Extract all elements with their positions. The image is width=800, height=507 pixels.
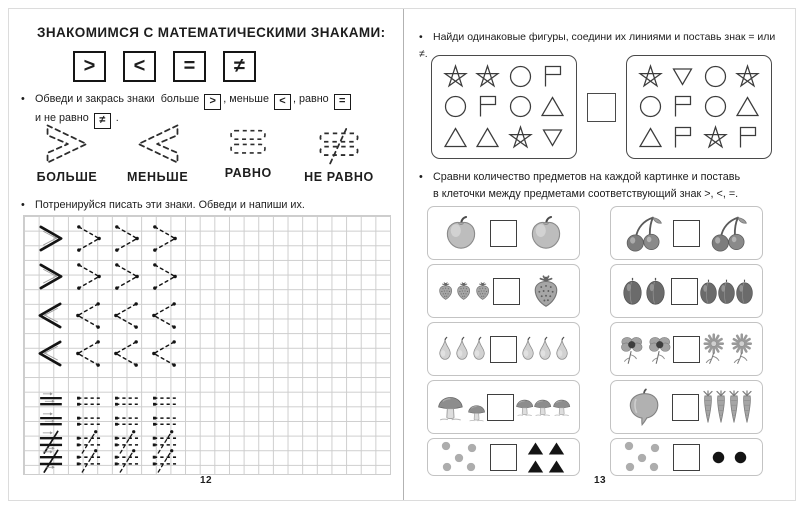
plum-icon bbox=[734, 278, 755, 305]
mushroom-icon bbox=[435, 391, 466, 424]
flag-shape-icon bbox=[474, 93, 501, 120]
shape-row bbox=[637, 93, 761, 120]
dashed-equal-glyph bbox=[75, 412, 102, 428]
dashed-greater-glyph bbox=[151, 224, 178, 253]
task-compare-quantities bbox=[419, 169, 789, 203]
triangles-grid bbox=[527, 441, 565, 474]
items-group bbox=[435, 336, 489, 362]
carrot-icon bbox=[739, 390, 755, 424]
flag-shape-icon bbox=[669, 124, 696, 151]
cherries-icon bbox=[623, 213, 666, 253]
items-group bbox=[703, 451, 755, 464]
practice-row[interactable] bbox=[37, 412, 178, 428]
dashed-greater-glyph bbox=[113, 262, 140, 291]
circle-shape-icon bbox=[507, 63, 534, 90]
inline-symbol-box: < bbox=[274, 94, 291, 110]
compare-column bbox=[610, 206, 763, 476]
star-shape-icon bbox=[507, 124, 534, 151]
answer-box[interactable] bbox=[490, 220, 517, 247]
answer-box[interactable] bbox=[493, 278, 520, 305]
triangle-shape-icon bbox=[539, 93, 566, 120]
star-shape-icon bbox=[637, 63, 664, 90]
answer-box[interactable] bbox=[487, 394, 514, 421]
traced-sign-label: РАВНО bbox=[224, 166, 272, 180]
compare-row bbox=[610, 438, 763, 476]
shape-box-left bbox=[431, 55, 577, 159]
dashed-not-equal-glyph bbox=[113, 449, 140, 474]
compare-column bbox=[427, 206, 580, 476]
black-triangle-icon bbox=[527, 459, 544, 474]
mushroom-icon bbox=[466, 401, 487, 424]
dashed-less-glyph bbox=[113, 301, 140, 330]
items-group bbox=[514, 394, 572, 420]
shapes-comparison bbox=[431, 55, 772, 159]
dashed-equal-glyph bbox=[113, 412, 140, 428]
compare-row bbox=[610, 380, 763, 434]
practice-row[interactable] bbox=[37, 392, 178, 408]
book-spread bbox=[8, 8, 796, 501]
items-group bbox=[435, 214, 487, 252]
compare-row bbox=[427, 206, 580, 260]
answer-box[interactable] bbox=[673, 220, 700, 247]
gray-dot-icon bbox=[466, 462, 476, 472]
traced-sign[interactable] bbox=[295, 121, 383, 184]
pear-icon bbox=[552, 336, 572, 362]
daisy-icon bbox=[728, 332, 756, 367]
items-group bbox=[435, 391, 487, 424]
flag-shape-icon bbox=[734, 124, 761, 151]
items-group bbox=[435, 441, 487, 473]
poppy-icon bbox=[618, 332, 646, 367]
dashed-equal-glyph bbox=[151, 392, 178, 408]
dashed-less-glyph bbox=[75, 339, 102, 368]
turnip-icon bbox=[625, 388, 663, 426]
star-shape-icon bbox=[474, 63, 501, 90]
practice-row[interactable] bbox=[37, 301, 178, 330]
answer-box[interactable] bbox=[673, 444, 700, 471]
traced-not-equal-icon bbox=[312, 121, 366, 167]
gray-dot-icon bbox=[454, 453, 464, 463]
inline-symbol-box: > bbox=[204, 94, 221, 110]
dots-quincunx bbox=[439, 441, 483, 473]
items-group bbox=[700, 390, 755, 424]
gray-dot-icon bbox=[441, 441, 451, 451]
page-number-left: 12 bbox=[199, 475, 213, 486]
dashed-equal-glyph bbox=[113, 392, 140, 408]
dashed-equal-glyph bbox=[151, 412, 178, 428]
gray-dot-icon bbox=[624, 441, 634, 451]
dashed-less-glyph bbox=[113, 339, 140, 368]
items-group bbox=[520, 272, 572, 310]
daisy-icon bbox=[700, 332, 728, 367]
symbol-box: < bbox=[123, 51, 156, 82]
flag-shape-icon bbox=[669, 93, 696, 120]
circle-shape-icon bbox=[637, 93, 664, 120]
triangle-shape-icon bbox=[474, 124, 501, 151]
page-number-right: 13 bbox=[593, 475, 607, 486]
triangle-shape-icon bbox=[637, 124, 664, 151]
shape-row bbox=[442, 93, 566, 120]
task-text: Найди одинаковые фигуры, соедини их линиями и поставь знак = или ≠. bbox=[419, 31, 776, 60]
dashed-greater-glyph bbox=[151, 262, 178, 291]
inline-symbol-box: ≠ bbox=[94, 113, 111, 129]
traced-sign[interactable] bbox=[23, 121, 111, 184]
items-group bbox=[703, 213, 755, 253]
black-triangle-icon bbox=[527, 441, 544, 456]
triangle-shape-icon bbox=[734, 93, 761, 120]
task-practice bbox=[21, 197, 395, 214]
compare-row bbox=[427, 438, 580, 476]
triangle-down-shape-icon bbox=[539, 124, 566, 151]
solid-greater-glyph bbox=[37, 262, 64, 291]
black-triangle-icon bbox=[548, 441, 565, 456]
page-gutter-divider bbox=[403, 9, 404, 500]
compare-rows bbox=[427, 206, 763, 476]
solid-equal-glyph bbox=[37, 392, 64, 408]
items-group bbox=[520, 214, 572, 252]
page-left bbox=[9, 9, 403, 500]
symbol-boxes bbox=[73, 51, 256, 82]
traced-equal-icon bbox=[222, 121, 274, 163]
task-text: , равно bbox=[292, 93, 332, 105]
pear-icon bbox=[469, 336, 489, 362]
task-text: и не равно bbox=[35, 112, 92, 124]
compare-row bbox=[427, 322, 580, 376]
black-dot-icon bbox=[712, 451, 725, 464]
black-dot-icon bbox=[734, 451, 747, 464]
gray-dot-icon bbox=[625, 462, 635, 472]
traced-less-icon bbox=[130, 121, 186, 167]
circle-shape-icon bbox=[702, 93, 729, 120]
triangle-shape-icon bbox=[442, 124, 469, 151]
shape-box-right bbox=[626, 55, 772, 159]
answer-box[interactable] bbox=[490, 336, 517, 363]
traced-signs-row bbox=[23, 121, 383, 184]
bullet-icon: • bbox=[419, 171, 423, 183]
dots-quincunx bbox=[622, 441, 666, 473]
items-group bbox=[618, 441, 670, 473]
dashed-greater-glyph bbox=[75, 262, 102, 291]
task-text-line1: Сравни количество предметов на каждой картинке и поставь bbox=[433, 171, 741, 183]
shape-row bbox=[442, 63, 566, 90]
dashed-less-glyph bbox=[151, 339, 178, 368]
solid-not-equal-glyph bbox=[37, 449, 64, 474]
dashed-less-glyph bbox=[151, 301, 178, 330]
gray-dot-icon bbox=[649, 462, 659, 472]
practice-row[interactable] bbox=[37, 449, 178, 474]
answer-box[interactable] bbox=[673, 336, 700, 363]
apple-icon bbox=[442, 214, 480, 252]
compare-row bbox=[427, 264, 580, 318]
star-shape-icon bbox=[702, 124, 729, 151]
answer-box[interactable] bbox=[671, 278, 698, 305]
circle-shape-icon bbox=[702, 63, 729, 90]
inline-symbol-box: = bbox=[334, 94, 351, 110]
symbol-box: > bbox=[73, 51, 106, 82]
bullet-icon: • bbox=[21, 93, 25, 105]
dashed-less-glyph bbox=[75, 301, 102, 330]
symbol-box: ≠ bbox=[223, 51, 256, 82]
poppy-icon bbox=[646, 332, 674, 367]
dashed-greater-glyph bbox=[113, 224, 140, 253]
star-shape-icon bbox=[442, 63, 469, 90]
answer-box[interactable] bbox=[490, 444, 517, 471]
dashed-equal-glyph bbox=[75, 392, 102, 408]
items-group bbox=[618, 276, 670, 306]
practice-writing-grid[interactable] bbox=[23, 215, 391, 475]
practice-row[interactable] bbox=[37, 262, 178, 291]
shape-row bbox=[442, 124, 566, 151]
black-triangle-icon bbox=[548, 459, 565, 474]
task-text: Обведи и закрась знаки больше bbox=[35, 93, 203, 105]
page-right bbox=[405, 9, 795, 500]
items-group bbox=[700, 332, 755, 367]
star-shape-icon bbox=[734, 63, 761, 90]
compare-row bbox=[427, 380, 580, 434]
traced-sign-label: МЕНЬШЕ bbox=[127, 170, 189, 184]
gray-dot-icon bbox=[650, 443, 660, 453]
plum-icon bbox=[644, 276, 667, 306]
items-group bbox=[518, 336, 572, 362]
bullet-icon: • bbox=[21, 199, 25, 211]
practice-row[interactable] bbox=[37, 339, 178, 368]
symbol-box: = bbox=[173, 51, 206, 82]
mushroom-icon bbox=[551, 394, 572, 420]
compare-row bbox=[610, 322, 763, 376]
items-group bbox=[435, 278, 493, 304]
items-group bbox=[618, 332, 673, 367]
gray-dot-icon bbox=[442, 462, 452, 472]
traced-greater-icon bbox=[39, 121, 95, 167]
items-group bbox=[618, 388, 670, 426]
practice-row[interactable] bbox=[37, 224, 178, 253]
items-group bbox=[618, 213, 670, 253]
triangle-down-shape-icon bbox=[669, 63, 696, 90]
shape-row bbox=[637, 124, 761, 151]
traced-sign[interactable] bbox=[114, 121, 202, 184]
answer-box[interactable] bbox=[587, 93, 616, 122]
dashed-not-equal-glyph bbox=[151, 449, 178, 474]
solid-greater-glyph bbox=[37, 224, 64, 253]
solid-less-glyph bbox=[37, 339, 64, 368]
cherries-icon bbox=[708, 213, 751, 253]
circle-shape-icon bbox=[442, 93, 469, 120]
shape-row bbox=[637, 63, 761, 90]
dots-row bbox=[712, 451, 747, 464]
traced-sign-label: НЕ РАВНО bbox=[304, 170, 374, 184]
task-text: . bbox=[112, 112, 119, 124]
task-text-line2: в клеточки между предметами соответствующий знак >, <, =. bbox=[433, 188, 739, 200]
strawberry-icon bbox=[472, 278, 493, 304]
gray-dot-icon bbox=[467, 443, 477, 453]
strawberry-icon bbox=[527, 272, 565, 310]
apple-icon bbox=[527, 214, 565, 252]
plum-icon bbox=[621, 276, 644, 306]
items-group bbox=[698, 278, 755, 305]
circle-shape-icon bbox=[507, 93, 534, 120]
traced-sign[interactable] bbox=[204, 121, 292, 184]
items-group bbox=[520, 441, 572, 474]
answer-box[interactable] bbox=[672, 394, 699, 421]
task-text: Потренируйся писать эти знаки. Обведи и напиши их. bbox=[35, 199, 305, 211]
compare-row bbox=[610, 264, 763, 318]
traced-sign-label: БОЛЬШЕ bbox=[36, 170, 98, 184]
solid-equal-glyph bbox=[37, 412, 64, 428]
page-title: ЗНАКОМИМСЯ С МАТЕМАТИЧЕСКИМИ ЗНАКАМИ: bbox=[37, 25, 386, 40]
flag-shape-icon bbox=[539, 63, 566, 90]
gray-dot-icon bbox=[637, 453, 647, 463]
solid-less-glyph bbox=[37, 301, 64, 330]
dashed-not-equal-glyph bbox=[75, 449, 102, 474]
bullet-icon: • bbox=[419, 31, 423, 43]
task-text: , меньше bbox=[223, 93, 272, 105]
dashed-greater-glyph bbox=[75, 224, 102, 253]
compare-row bbox=[610, 206, 763, 260]
